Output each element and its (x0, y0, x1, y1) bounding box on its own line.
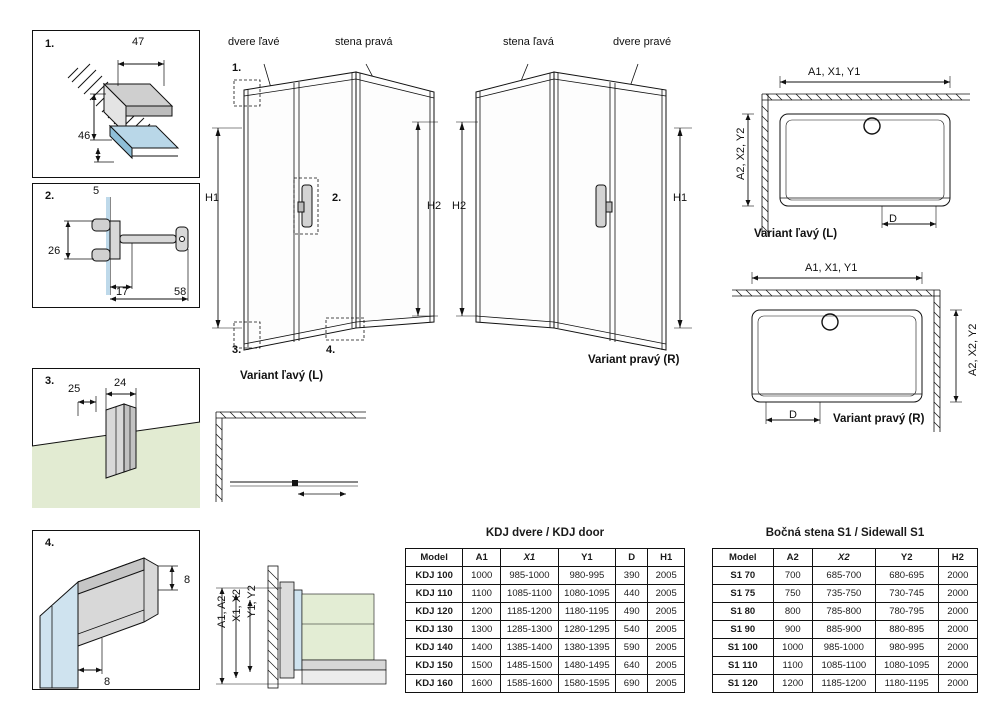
table-door-cell: 1585-1600 (501, 675, 558, 693)
table-door-cell: 1185-1200 (501, 603, 558, 621)
table-wall-cell: 2000 (938, 639, 977, 657)
table-row (713, 657, 978, 675)
small-plan-sketch (206, 398, 386, 508)
table-row (713, 675, 978, 693)
table-row (713, 567, 978, 585)
table-wall-cell: 685-700 (812, 567, 875, 585)
table-wall-cell: 1180-1195 (875, 675, 938, 693)
table-wall-cell: 2000 (938, 603, 977, 621)
table-row (406, 675, 685, 693)
table-door-header-cell: Y1 (558, 549, 615, 567)
table-door-cell: 1380-1395 (558, 639, 615, 657)
table-door-cell: KDJ 160 (406, 675, 463, 693)
table-door-cell: 1385-1400 (501, 639, 558, 657)
table-door-cell: 690 (616, 675, 648, 693)
table-door-cell: 2005 (648, 603, 685, 621)
table-wall-cell: 1085-1100 (812, 657, 875, 675)
dim-h2-left: H2 (427, 200, 442, 212)
detail-4-dim-8-h: 8 (104, 676, 111, 688)
table-wall (712, 548, 978, 693)
detail-2-dim-58: 58 (174, 286, 187, 298)
table-door-cell: 1080-1095 (558, 585, 615, 603)
mark-2: 2. (332, 192, 342, 204)
plan-side-dim-label: A2, X2, Y2 (735, 127, 747, 180)
table-wall-cell: 750 (773, 585, 812, 603)
table-door-cell: 1200 (463, 603, 501, 621)
table-row (406, 585, 685, 603)
callout-door-right: dvere pravé (613, 36, 672, 48)
table-row (406, 567, 685, 585)
section-label-y: Y1, Y2 (246, 585, 258, 618)
table-wall-header-cell: Model (713, 549, 774, 567)
table-door-cell: KDJ 100 (406, 567, 463, 585)
dim-h1-left: H1 (205, 192, 220, 204)
callout-wall-right: stena pravá (335, 36, 393, 48)
detail-2-dim-26: 26 (48, 245, 61, 257)
table-row (713, 585, 978, 603)
section-label-a: A1, A2 (216, 595, 228, 628)
variant-left-caption: Variant ľavý (L) (240, 370, 324, 382)
table-wall-title: Bočná stena S1 / Sidewall S1 (765, 527, 925, 539)
table-wall-cell: S1 70 (713, 567, 774, 585)
table-door-cell: 440 (616, 585, 648, 603)
detail-1-dim-46: 46 (78, 130, 91, 142)
plan-bottom-side-dim-label: A2, X2, Y2 (967, 323, 979, 376)
table-door-cell: 1180-1195 (558, 603, 615, 621)
detail-1-number: 1. (45, 38, 55, 50)
dim-h2-right: H2 (452, 200, 467, 212)
detail-2-dim-17: 17 (116, 286, 129, 298)
detail-1-drawing (32, 30, 200, 178)
table-wall-cell: 900 (773, 621, 812, 639)
detail-4-number: 4. (45, 537, 55, 549)
table-door-cell: 590 (616, 639, 648, 657)
table-door-cell: 490 (616, 603, 648, 621)
table-row (406, 603, 685, 621)
dim-h1-right: H1 (673, 192, 688, 204)
table-door-cell: 985-1000 (501, 567, 558, 585)
table-wall-cell: 2000 (938, 675, 977, 693)
table-wall-cell: 1200 (773, 675, 812, 693)
table-door-cell: 1000 (463, 567, 501, 585)
table-wall-cell: S1 120 (713, 675, 774, 693)
table-door-header-cell: A1 (463, 549, 501, 567)
table-row (406, 657, 685, 675)
table-door-cell: 2005 (648, 585, 685, 603)
table-door-header-cell: X1 (501, 549, 558, 567)
table-door-cell: 1100 (463, 585, 501, 603)
table-door-cell: 2005 (648, 621, 685, 639)
detail-3-dim-25: 25 (68, 383, 81, 395)
callout-door-left: dvere ľavé (228, 36, 280, 48)
plan-top-dim-label: A1, X1, Y1 (808, 66, 861, 78)
plan-bottom-caption: Variant pravý (R) (833, 413, 925, 425)
table-door-cell: KDJ 110 (406, 585, 463, 603)
table-wall-cell: 880-895 (875, 621, 938, 639)
plan-top-d-label: D (889, 213, 897, 225)
table-wall-cell: 1000 (773, 639, 812, 657)
plan-bottom-dim-label: A1, X1, Y1 (805, 262, 858, 274)
table-door-cell: 1280-1295 (558, 621, 615, 639)
table-door-cell: KDJ 120 (406, 603, 463, 621)
variant-right-caption: Variant pravý (R) (588, 354, 680, 366)
table-door-cell: KDJ 140 (406, 639, 463, 657)
table-wall-cell: 680-695 (875, 567, 938, 585)
table-wall-cell: 2000 (938, 567, 977, 585)
table-door-cell: 1580-1595 (558, 675, 615, 693)
table-wall-cell: 2000 (938, 657, 977, 675)
main-drawing-left (206, 50, 446, 380)
table-door-cell: 1300 (463, 621, 501, 639)
mark-4: 4. (326, 344, 336, 356)
table-door-cell: 2005 (648, 675, 685, 693)
table-door-cell: 1500 (463, 657, 501, 675)
table-wall-cell: 800 (773, 603, 812, 621)
mark-1: 1. (232, 62, 242, 74)
section-label-x: X1, X2 (231, 588, 243, 622)
table-door-cell: 2005 (648, 639, 685, 657)
detail-1-dim-47: 47 (132, 36, 145, 48)
table-door-cell: 1085-1100 (501, 585, 558, 603)
table-door-header-row (406, 549, 685, 567)
table-door-cell: 1400 (463, 639, 501, 657)
table-row (406, 621, 685, 639)
table-wall-cell: 730-745 (875, 585, 938, 603)
table-door-header-cell: H1 (648, 549, 685, 567)
table-door-cell: 1600 (463, 675, 501, 693)
table-door-header-cell: Model (406, 549, 463, 567)
plan-view-left (722, 66, 980, 246)
table-door-title: KDJ dvere / KDJ door (485, 527, 605, 539)
table-door-cell: 640 (616, 657, 648, 675)
table-wall-cell: S1 90 (713, 621, 774, 639)
table-door-cell: KDJ 130 (406, 621, 463, 639)
table-row (713, 621, 978, 639)
table-wall-header-cell: A2 (773, 549, 812, 567)
table-wall-header-row (713, 549, 978, 567)
detail-3-dim-24: 24 (114, 377, 127, 389)
table-door-header-cell: D (616, 549, 648, 567)
plan-top-caption: Variant ľavý (L) (754, 228, 838, 240)
detail-2-number: 2. (45, 190, 55, 202)
table-wall-cell: 785-800 (812, 603, 875, 621)
table-door (405, 548, 685, 693)
plan-bottom-d-label: D (789, 409, 797, 421)
table-wall-cell: 2000 (938, 621, 977, 639)
table-wall-cell: S1 110 (713, 657, 774, 675)
table-door-cell: 1485-1500 (501, 657, 558, 675)
table-door-cell: 540 (616, 621, 648, 639)
table-door-cell: 390 (616, 567, 648, 585)
table-row (713, 639, 978, 657)
table-wall-cell: 700 (773, 567, 812, 585)
main-drawing-right (448, 50, 698, 380)
detail-4-dim-8-v: 8 (184, 574, 191, 586)
table-wall-cell: S1 75 (713, 585, 774, 603)
table-door-cell: 2005 (648, 657, 685, 675)
table-wall-header-cell: X2 (812, 549, 875, 567)
table-wall-cell: S1 100 (713, 639, 774, 657)
table-wall-cell: 985-1000 (812, 639, 875, 657)
table-wall-cell: 980-995 (875, 639, 938, 657)
detail-3-drawing (32, 368, 200, 508)
table-door-cell: 1285-1300 (501, 621, 558, 639)
table-wall-header-cell: H2 (938, 549, 977, 567)
table-wall-cell: 885-900 (812, 621, 875, 639)
table-wall-cell: 735-750 (812, 585, 875, 603)
mark-3: 3. (232, 344, 242, 356)
table-row (406, 639, 685, 657)
table-wall-cell: 2000 (938, 585, 977, 603)
table-wall-cell: S1 80 (713, 603, 774, 621)
detail-1-dim-5: 5 (93, 185, 100, 197)
detail-4-drawing (32, 530, 200, 690)
table-door-cell: 2005 (648, 567, 685, 585)
table-wall-header-cell: Y2 (875, 549, 938, 567)
table-door-cell: KDJ 150 (406, 657, 463, 675)
table-wall-cell: 1185-1200 (812, 675, 875, 693)
callout-wall-left: stena ľavá (503, 36, 554, 48)
table-wall-cell: 780-795 (875, 603, 938, 621)
table-wall-cell: 1080-1095 (875, 657, 938, 675)
detail-3-number: 3. (45, 375, 55, 387)
table-door-cell: 980-995 (558, 567, 615, 585)
table-door-cell: 1480-1495 (558, 657, 615, 675)
table-wall-cell: 1100 (773, 657, 812, 675)
table-row (713, 603, 978, 621)
